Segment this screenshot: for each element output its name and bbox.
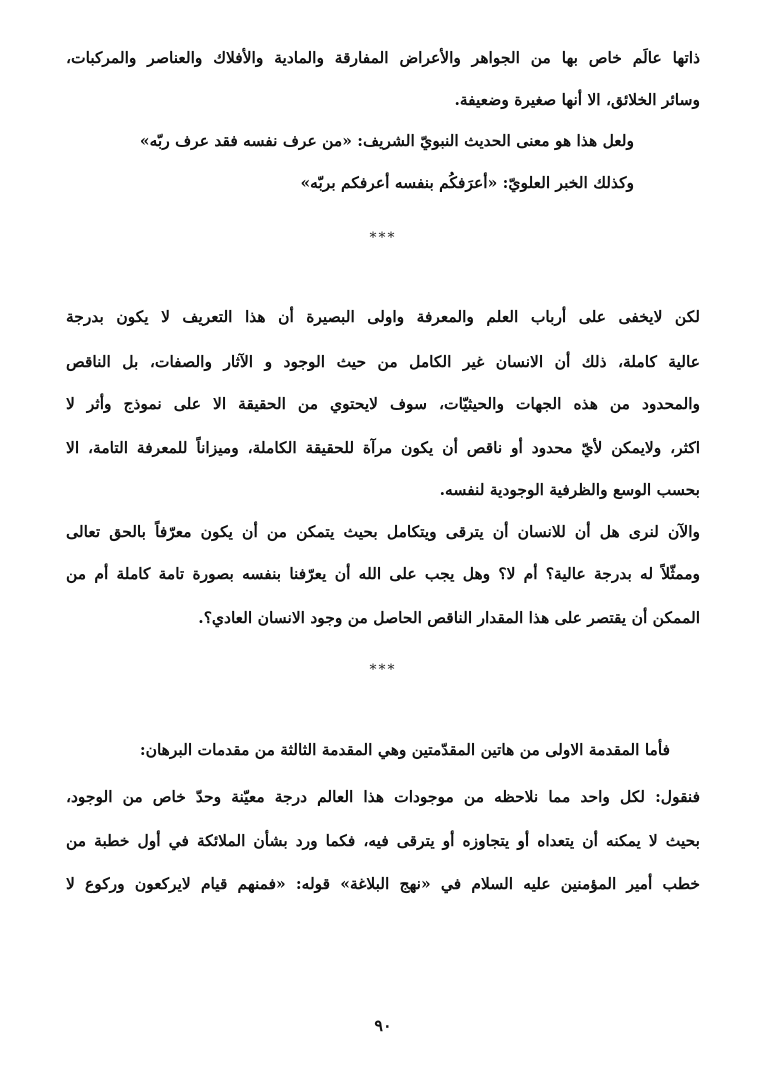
paragraph-line: لكن لايخفى على أرباب العلم والمعرفة واولى البصيرة أن هذا التعريف لا يكون بدرجة bbox=[66, 307, 700, 326]
paragraph-line: عالية كاملة، ذلك أن الانسان غير الكامل من حيث الوجود و الآثار والصفات، بل الناقص bbox=[66, 352, 700, 371]
section-divider: *** bbox=[369, 230, 397, 246]
paragraph-line: وممثّلاً له بدرجة عالية؟ أم لا؟ وهل يجب على الله أن يعرّفنا بنفسه بصورة تامة كاملة أم من bbox=[66, 564, 700, 583]
section-divider: *** bbox=[369, 662, 397, 678]
paragraph-line: خطب أمير المؤمنين عليه السلام في «نهج البلاغة» قوله: «فمنهم قيام لايركعون وركوع لا bbox=[66, 874, 700, 893]
hadith-quote-line: ولعل هذا هو معنى الحديث النبويّ الشريف: «من عرف نفسه فقد عرف ربّه» bbox=[139, 131, 634, 150]
page-number: ٩٠ bbox=[374, 1016, 392, 1035]
paragraph-line: والآن لنرى هل أن للانسان أن يترقى ويتكامل بحيث يتمكن من أن يكون معرّفاً بالحق تعالى bbox=[66, 522, 700, 541]
paragraph-line: بحيث لا يمكنه أن يتعداه أو يتجاوزه أو يترقى فيه، فكما ورد بشأن الملائكة في أول خطبة من bbox=[66, 831, 700, 850]
hadith-quote-line: وكذلك الخبر العلويّ: «أعرَفكُم بنفسه أعرفكم بربّه» bbox=[300, 173, 634, 192]
paragraph-line: بحسب الوسع والظرفية الوجودية لنفسه. bbox=[439, 480, 700, 499]
paragraph-line: اكثر، ولايمكن لأيّ محدود أو ناقص أن يكون مرآة للحقيقة الكاملة، وميزاناً للمعرفة التامة، الا bbox=[66, 438, 700, 457]
paragraph-line: فنقول: لكل واحد مما نلاحظه من موجودات هذا العالم درجة معيّنة وحدّ خاص من الوجود، bbox=[66, 787, 700, 806]
section-heading: فأما المقدمة الاولى من هاتين المقدّمتين وهي المقدمة الثالثة من مقدمات البرهان: bbox=[139, 740, 670, 759]
paragraph-line: الممكن أن يقتصر على هذا المقدار الناقص الحاصل من وجود الانسان العادي؟. bbox=[198, 608, 700, 627]
paragraph-line: ذاتها عالَم خاص بها من الجواهر والأعراض المفارقة والمادية والأفلاك والعناصر والمركبات، bbox=[66, 48, 700, 67]
paragraph-line: وسائر الخلائق، الا أنها صغيرة وضعيفة. bbox=[454, 90, 700, 109]
paragraph-line: والمحدود من هذه الجهات والحيثيّات، سوف لايحتوي من الحقيقة الا على نموذج وأثر لا bbox=[66, 394, 700, 413]
